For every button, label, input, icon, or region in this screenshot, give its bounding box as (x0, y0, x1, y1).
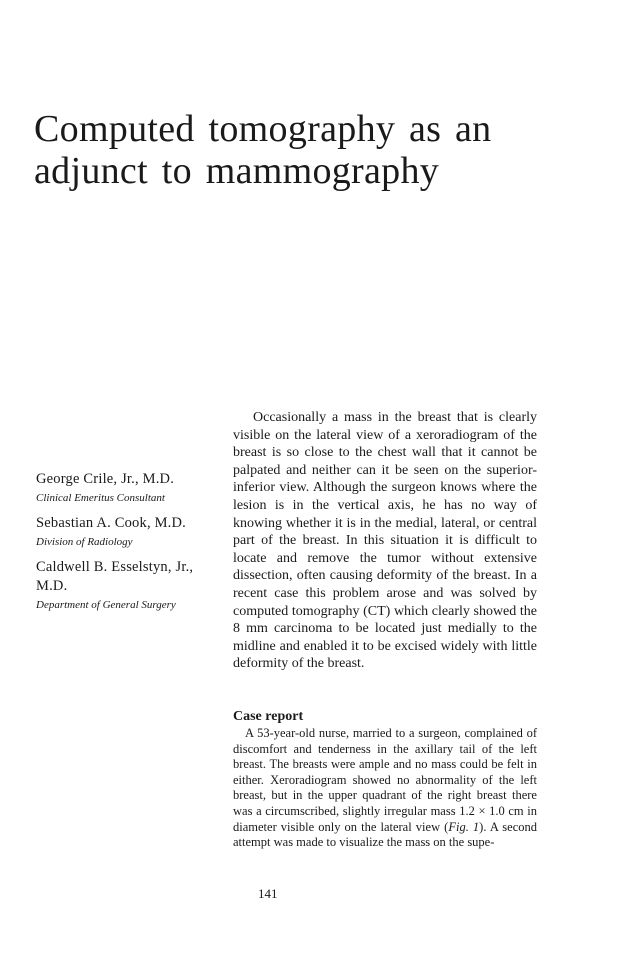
author-affiliation: Clinical Emeritus Consultant (36, 492, 165, 504)
case-text-start: A 53-year-old nurse, married to a surgeon, complained of discomfort and tenderness in the axillary tail of the left breast. The breasts were ample and no mass could be felt in either. Xeroradiogram showed no abnormality of the left breast, but in the upper quadrant of the right breast there was a circumscribed, slightly irregular mass 1.2 × 1.0 cm in diameter visible only on the lateral view ( (233, 726, 537, 834)
case-report-paragraph (233, 726, 537, 851)
author-name: Caldwell B. Esselstyn, Jr., M.D. (36, 559, 194, 594)
article-title: Computed tomography as an adjunct to mammography (34, 108, 492, 192)
section-heading-case-report: Case report (233, 709, 304, 724)
intro-paragraph: Occasionally a mass in the breast that is clearly visible on the lateral view of a xeroradiogram of the breast is so close to the chest wall that it cannot be palpated and neither can it be seen on the superior-inferior view. Although the surgeon knows where the lesion is in the vertical axis, he has no way of knowing whether it is in the medial, lateral, or central part of the breast. In this situation it is difficult to locate and remove the tumor without extensive dissection, often causing deformity of the breast. In a recent case this problem arose and was solved by computed tomography (CT) which clearly showed the 8 mm carcinoma to be located just medially to the midline and enabled it to be excised widely with little deformity of the breast. (233, 410, 537, 672)
author-affiliation: Department of General Surgery (36, 599, 176, 611)
author-affiliation: Division of Radiology (36, 536, 133, 548)
author-list (36, 470, 226, 621)
figure-reference: Fig. 1 (448, 819, 480, 834)
author-name: Sebastian A. Cook, M.D. (36, 515, 187, 531)
author-name: George Crile, Jr., M.D. (36, 471, 175, 487)
page-number: 141 (258, 886, 278, 901)
case-text-end: ). A second attempt was made to visualize the mass on the supe- (233, 819, 537, 850)
